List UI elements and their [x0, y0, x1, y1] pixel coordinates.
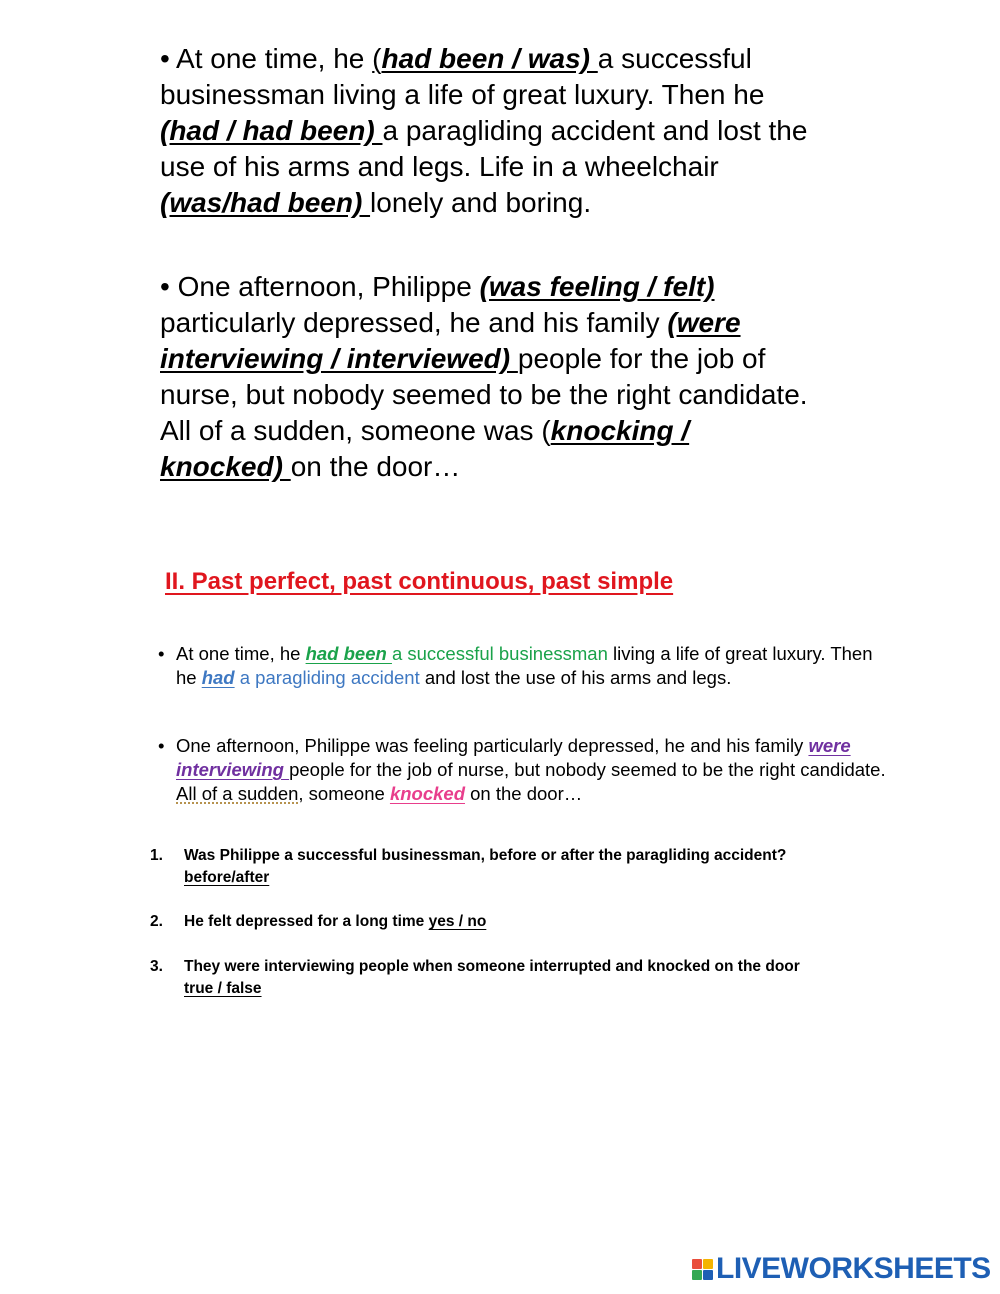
question-number: 1. [150, 847, 163, 864]
choice-option[interactable]: had been / was) [381, 43, 598, 74]
choice-option[interactable]: (was/had been) [160, 187, 371, 218]
answer-options[interactable]: true / false [184, 980, 262, 997]
bullet-marker: • [158, 643, 165, 664]
liveworksheets-logo-icon [692, 1259, 713, 1280]
text-segment: lonely and boring. [370, 187, 592, 218]
question-2 [150, 911, 870, 933]
bullet-marker: • [158, 735, 165, 756]
text-segment: living a life of great luxury. Then he [176, 643, 873, 688]
question-3 [150, 956, 870, 1000]
phrase-highlight: a paragliding accident [234, 667, 420, 688]
section-heading: II. Past perfect, past continuous, past simple [165, 568, 674, 595]
logo-square-red [692, 1259, 702, 1269]
text-segment: on the door… [290, 451, 461, 482]
answer-bullet-1 [158, 642, 898, 690]
choice-option[interactable]: (had / had been) [160, 115, 383, 146]
exercise-bullet-1 [160, 41, 810, 221]
phrase-highlight: a successful businessman [391, 643, 608, 664]
question-number: 2. [150, 913, 163, 930]
choice-option[interactable]: (were interviewing / interviewed) [160, 307, 741, 374]
logo-square-yellow [703, 1259, 713, 1269]
choice-option[interactable]: (was feeling / felt) [479, 271, 715, 302]
text-segment: , someone [298, 783, 390, 804]
bullet-marker: • [160, 271, 170, 302]
text-segment: One afternoon, Philippe was feeling particularly depressed, he and his family [176, 735, 809, 756]
text-segment: and lost the use of his arms and legs. [419, 667, 732, 688]
verb-highlight: knocked [389, 783, 465, 804]
choice-option[interactable]: knocking / knocked) [160, 415, 690, 482]
exercise-bullet-2 [160, 269, 810, 485]
logo-square-blue [703, 1270, 713, 1280]
question-text: Was Philippe a successful businessman, before or after the paragliding accident? [184, 847, 787, 864]
text-segment: on the door… [465, 783, 583, 804]
question-1 [150, 845, 870, 889]
text-segment: people for the job of nurse, but nobody seemed to be the right candidate. All of a sudden, someone was [160, 343, 808, 446]
liveworksheets-logo [692, 1254, 991, 1284]
paren-open: ( [541, 415, 551, 446]
text-segment: particularly depressed, he and his family [160, 307, 668, 338]
logo-square-green [692, 1270, 702, 1280]
text-segment: a successful businessman living a life of great luxury. Then he [160, 43, 765, 110]
verb-highlight: were interviewing [176, 735, 851, 780]
text-segment: people for the job of nurse, but nobody seemed to be the right candidate. [289, 759, 886, 780]
verb-highlight: had been [305, 643, 392, 664]
answer-options[interactable]: yes / no [428, 913, 487, 930]
phrase-highlight: All of a sudden [176, 783, 299, 804]
verb-highlight: had [201, 667, 235, 688]
answer-bullet-2 [158, 734, 898, 806]
logo-text: LIVEWORKSHEETS [716, 1252, 991, 1285]
answer-options[interactable]: before/after [184, 869, 270, 886]
text-segment: At one time, he [176, 643, 306, 664]
question-number: 3. [150, 958, 163, 975]
paren-open: ( [372, 43, 382, 74]
text-segment: At one time, he [176, 43, 373, 74]
question-text: He felt depressed for a long time [184, 913, 429, 930]
text-segment: a paragliding accident and lost the use of his arms and legs. Life in a wheelchair [160, 115, 808, 182]
question-text: They were interviewing people when someone interrupted and knocked on the door [184, 958, 800, 975]
bullet-marker: • [160, 43, 170, 74]
text-segment: One afternoon, Philippe [177, 271, 480, 302]
